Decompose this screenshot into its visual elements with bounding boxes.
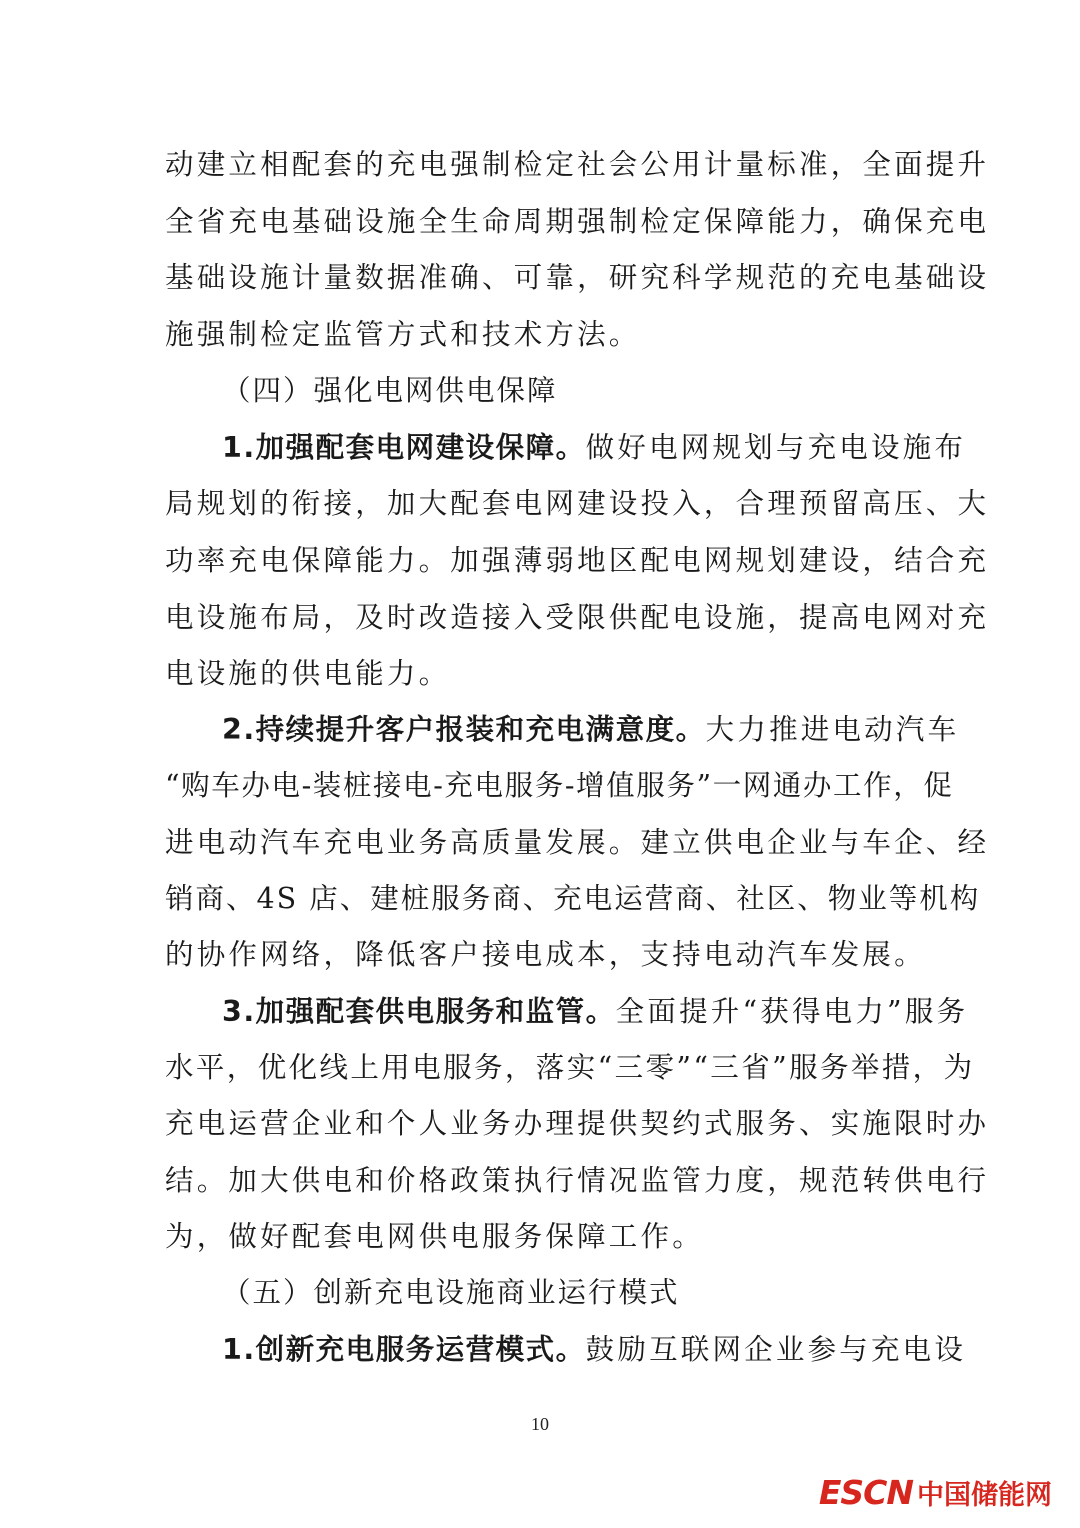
watermark-latin: ESCN (818, 1472, 913, 1512)
paragraph-lead: 2.持续提升客户报装和充电满意度。 (222, 713, 706, 746)
watermark-chinese: 中国储能网 (917, 1479, 1052, 1511)
paragraph-line: 功率充电保障能力。加强薄弱地区配电网规划建设，结合充 (165, 544, 990, 577)
paragraph-line: 全省充电基础设施全生命周期强制检定保障能力，确保充电 (165, 205, 990, 238)
paragraph-line: 电设施布局，及时改造接入受限供配电设施，提高电网对充 (165, 601, 990, 634)
paragraph-lead: 1.加强配套电网建设保障。 (222, 431, 586, 464)
section-heading: （四）强化电网供电保障 (222, 374, 558, 407)
paragraph-line: 为，做好配套电网供电服务保障工作。 (165, 1220, 704, 1253)
paragraph-first-line (222, 992, 969, 1032)
paragraph-line: 进电动汽车充电业务高质量发展。建立供电企业与车企、经 (165, 826, 990, 859)
paragraph-text: 做好电网规划与充电设施布 (585, 431, 967, 464)
paragraph-line: 局规划的衔接，加大配套电网建设投入，合理预留高压、大 (165, 487, 990, 520)
paragraph-lead: 1.创新充电服务运营模式。 (222, 1333, 586, 1366)
paragraph-line: 充电运营企业和个人业务办理提供契约式服务、实施限时办 (165, 1107, 990, 1140)
paragraph-text: 全面提升“获得电力”服务 (615, 995, 969, 1028)
escn-watermark-logo (819, 1472, 1052, 1512)
section-heading: （五）创新充电设施商业运行模式 (222, 1276, 680, 1309)
paragraph-line: 电设施的供电能力。 (165, 657, 451, 690)
paragraph-line: 水平，优化线上用电服务，落实“三零”“三省”服务举措，为 (165, 1051, 975, 1084)
paragraph-text: 大力推进电动汽车 (705, 713, 960, 746)
paragraph-first-line (222, 428, 967, 468)
paragraph-line: 动建立相配套的充电强制检定社会公用计量标准，全面提升 (165, 148, 990, 181)
page-number: 10 (531, 1414, 549, 1434)
paragraph-first-line (222, 1330, 967, 1370)
paragraph-line: 基础设施计量数据准确、可靠，研究科学规范的充电基础设 (165, 261, 990, 294)
paragraph-line: “购车办电-装桩接电-充电服务-增值服务”一网通办工作，促 (165, 769, 954, 802)
paragraph-line: 的协作网络，降低客户接电成本，支持电动汽车发展。 (165, 938, 926, 971)
paragraph-line: 施强制检定监管方式和技术方法。 (165, 318, 641, 351)
paragraph-lead: 3.加强配套供电服务和监管。 (222, 995, 616, 1028)
paragraph-text: 鼓励互联网企业参与充电设 (585, 1333, 967, 1366)
paragraph-line: 销商、4S 店、建桩服务商、充电运营商、社区、物业等机构 (165, 882, 981, 915)
paragraph-line: 结。加大供电和价格政策执行情况监管力度，规范转供电行 (165, 1164, 990, 1197)
paragraph-first-line (222, 710, 960, 750)
